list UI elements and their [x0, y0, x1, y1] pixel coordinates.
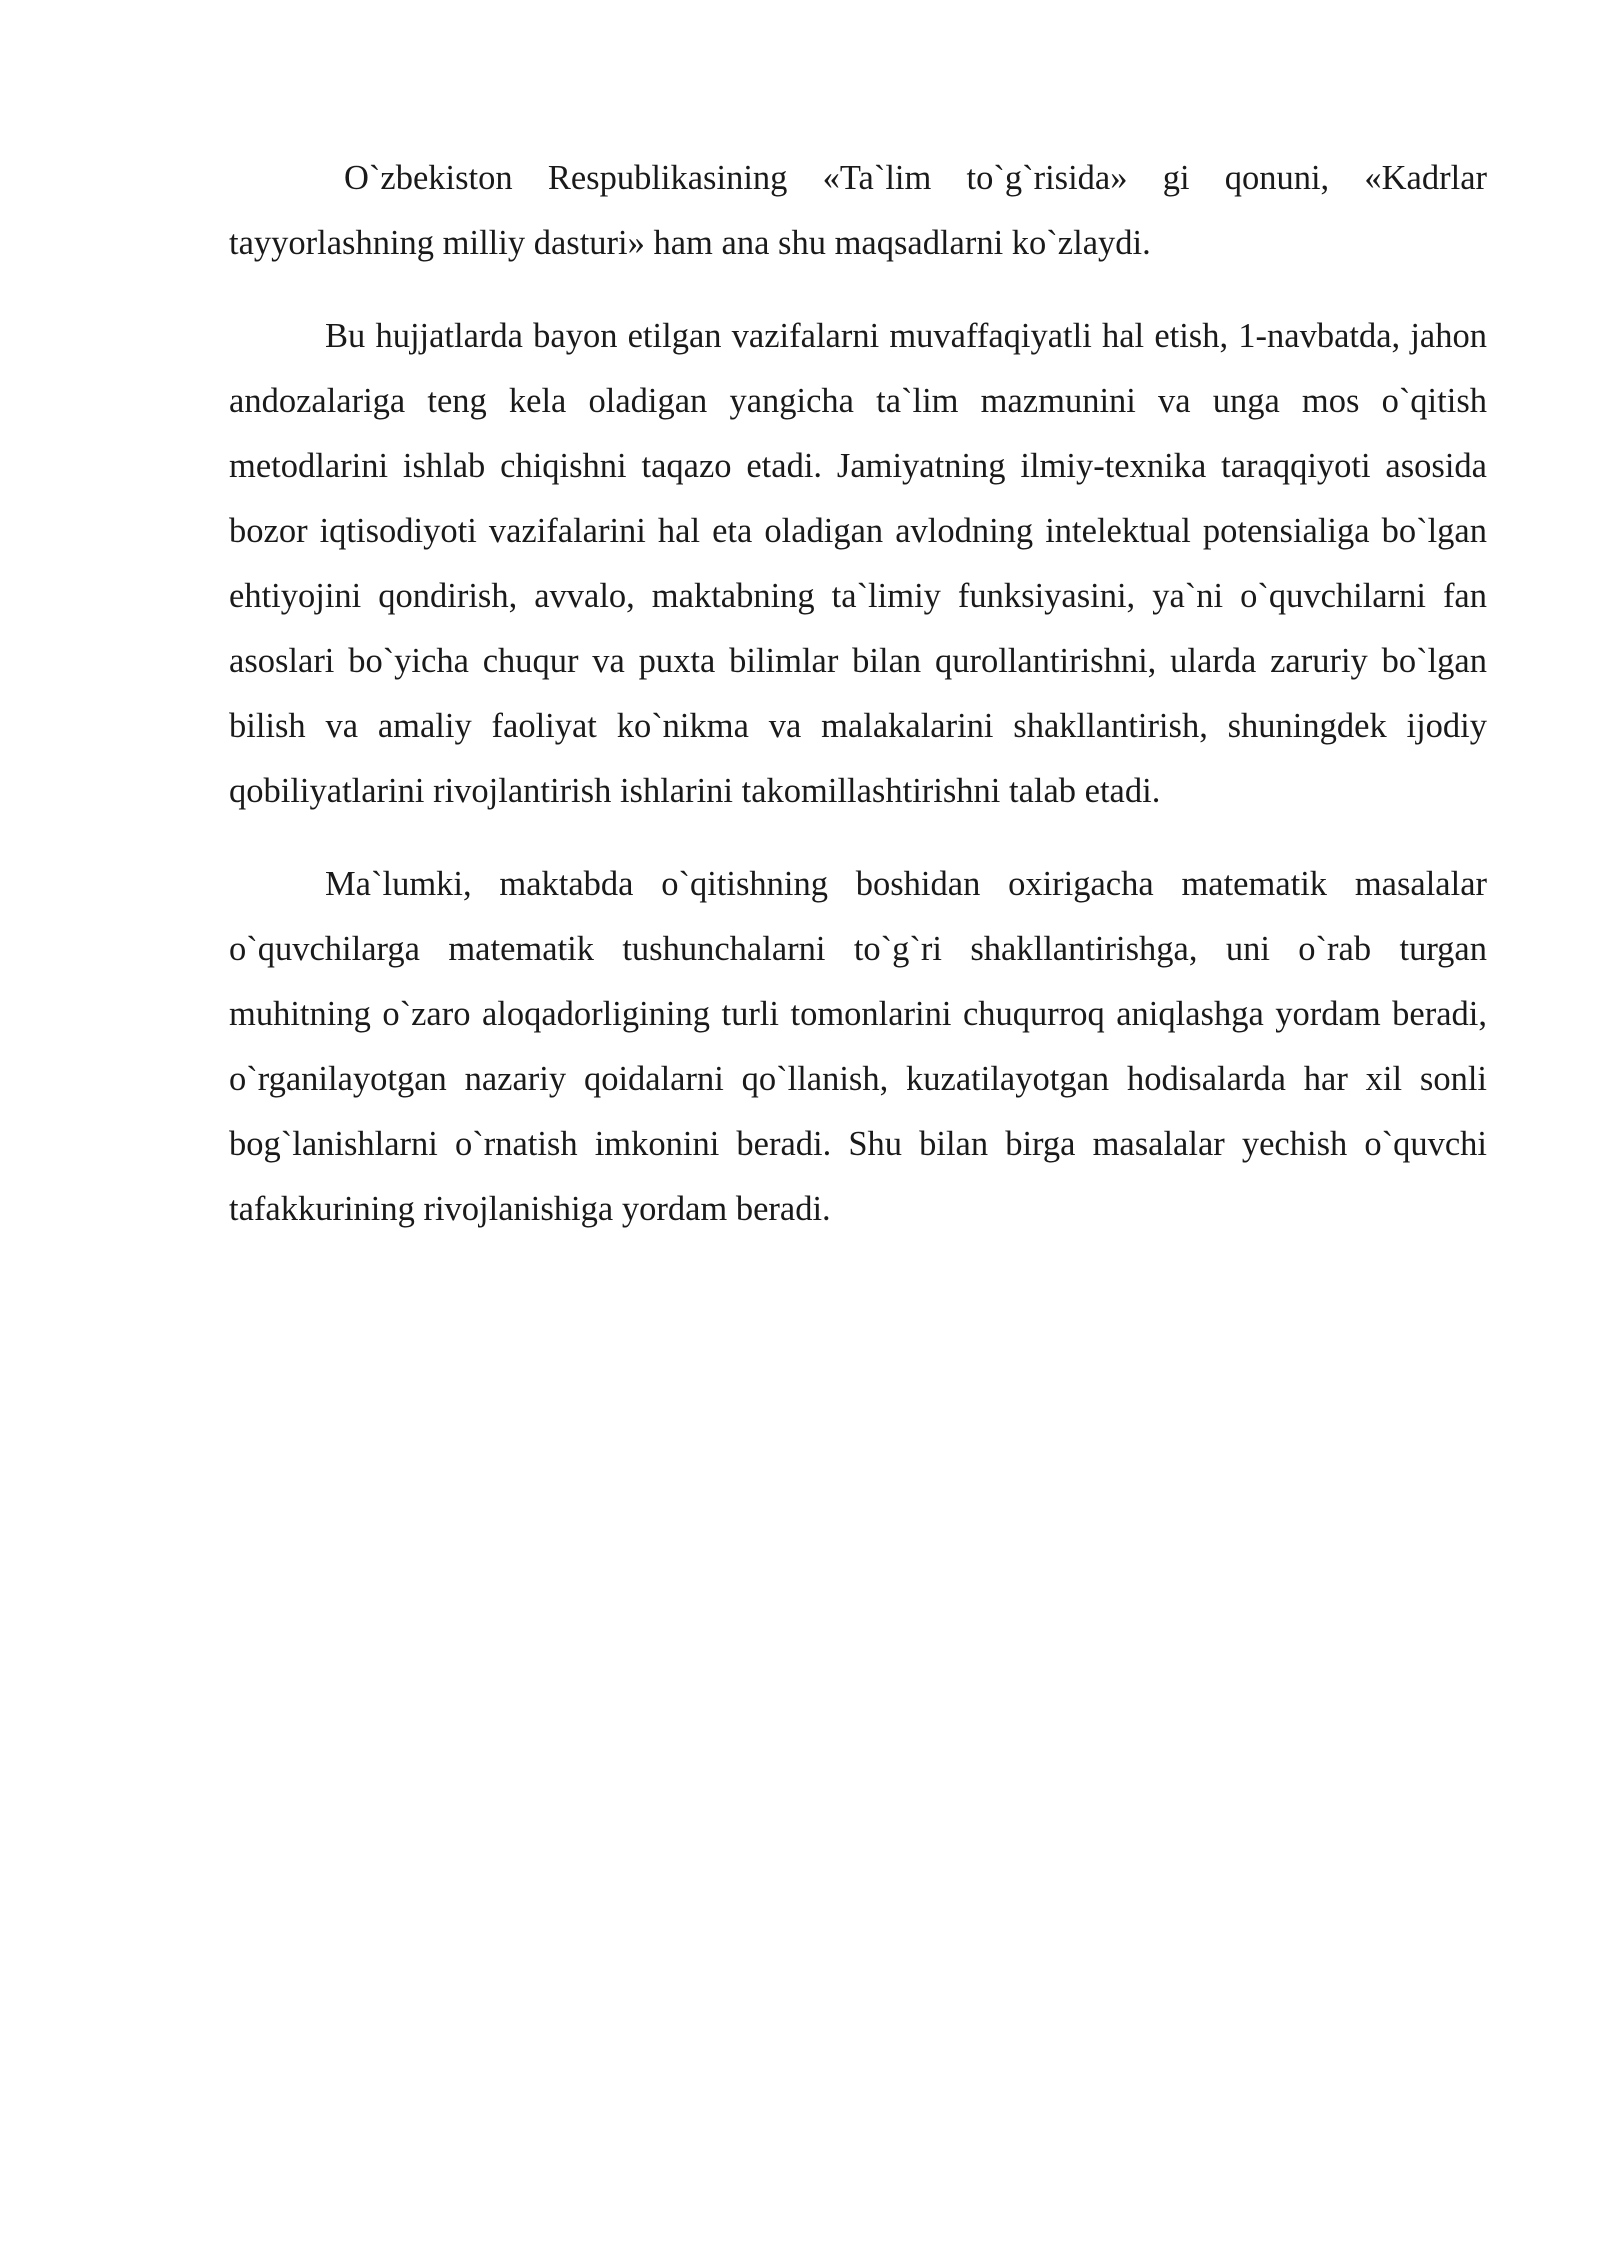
document-body	[229, 146, 1487, 1270]
paragraph-2: Bu hujjatlarda bayon etilgan vazifalarni muvaffaqiyatli hal etish, 1-navbatda, jahon andozalariga teng kela oladigan yangicha ta`lim mazmunini va unga mos o`qitish metodlarini ishlab chiqishni taqazo etadi. Jamiyatning ilmiy-texnika taraqqiyoti asosida bozor iqtisodiyoti vazifalarini hal eta oladigan avlodning intelektual potensialiga bo`lgan ehtiyojini qondirish, avvalo, maktabning ta`limiy funksiyasini, ya`ni o`quvchilarni fan asoslari bo`yicha chuqur va puxta bilimlar bilan qurollantirishni, ularda zaruriy bo`lgan bilish va amaliy faoliyat ko`nikma va malakalarini shakllantirish, shuningdek ijodiy qobiliyatlarini rivojlantirish ishlarini takomillashtirishni talab etadi.	[229, 317, 1487, 810]
paragraph-3: Ma`lumki, maktabda o`qitishning boshidan oxirigacha matematik masalalar o`quvchilarga matematik tushunchalarni to`g`ri shakllantirishga, uni o`rab turgan muhitning o`zaro aloqadorligining turli tomonlarini chuqurroq aniqlashga yordam beradi, o`rganilayotgan nazariy qoidalarni qo`llanish, kuzatilayotgan hodisalarda har xil sonli bog`lanishlarni o`rnatish imkonini beradi. Shu bilan birga masalalar yechish o`quvchi tafakkurining rivojlanishiga yordam beradi.	[229, 865, 1487, 1228]
paragraph-1: O`zbekiston Respublikasining «Ta`lim to`g`risida» gi qonuni, «Kadrlar tayyorlashning milliy dasturi» ham ana shu maqsadlarni ko`zlaydi.	[229, 159, 1487, 262]
